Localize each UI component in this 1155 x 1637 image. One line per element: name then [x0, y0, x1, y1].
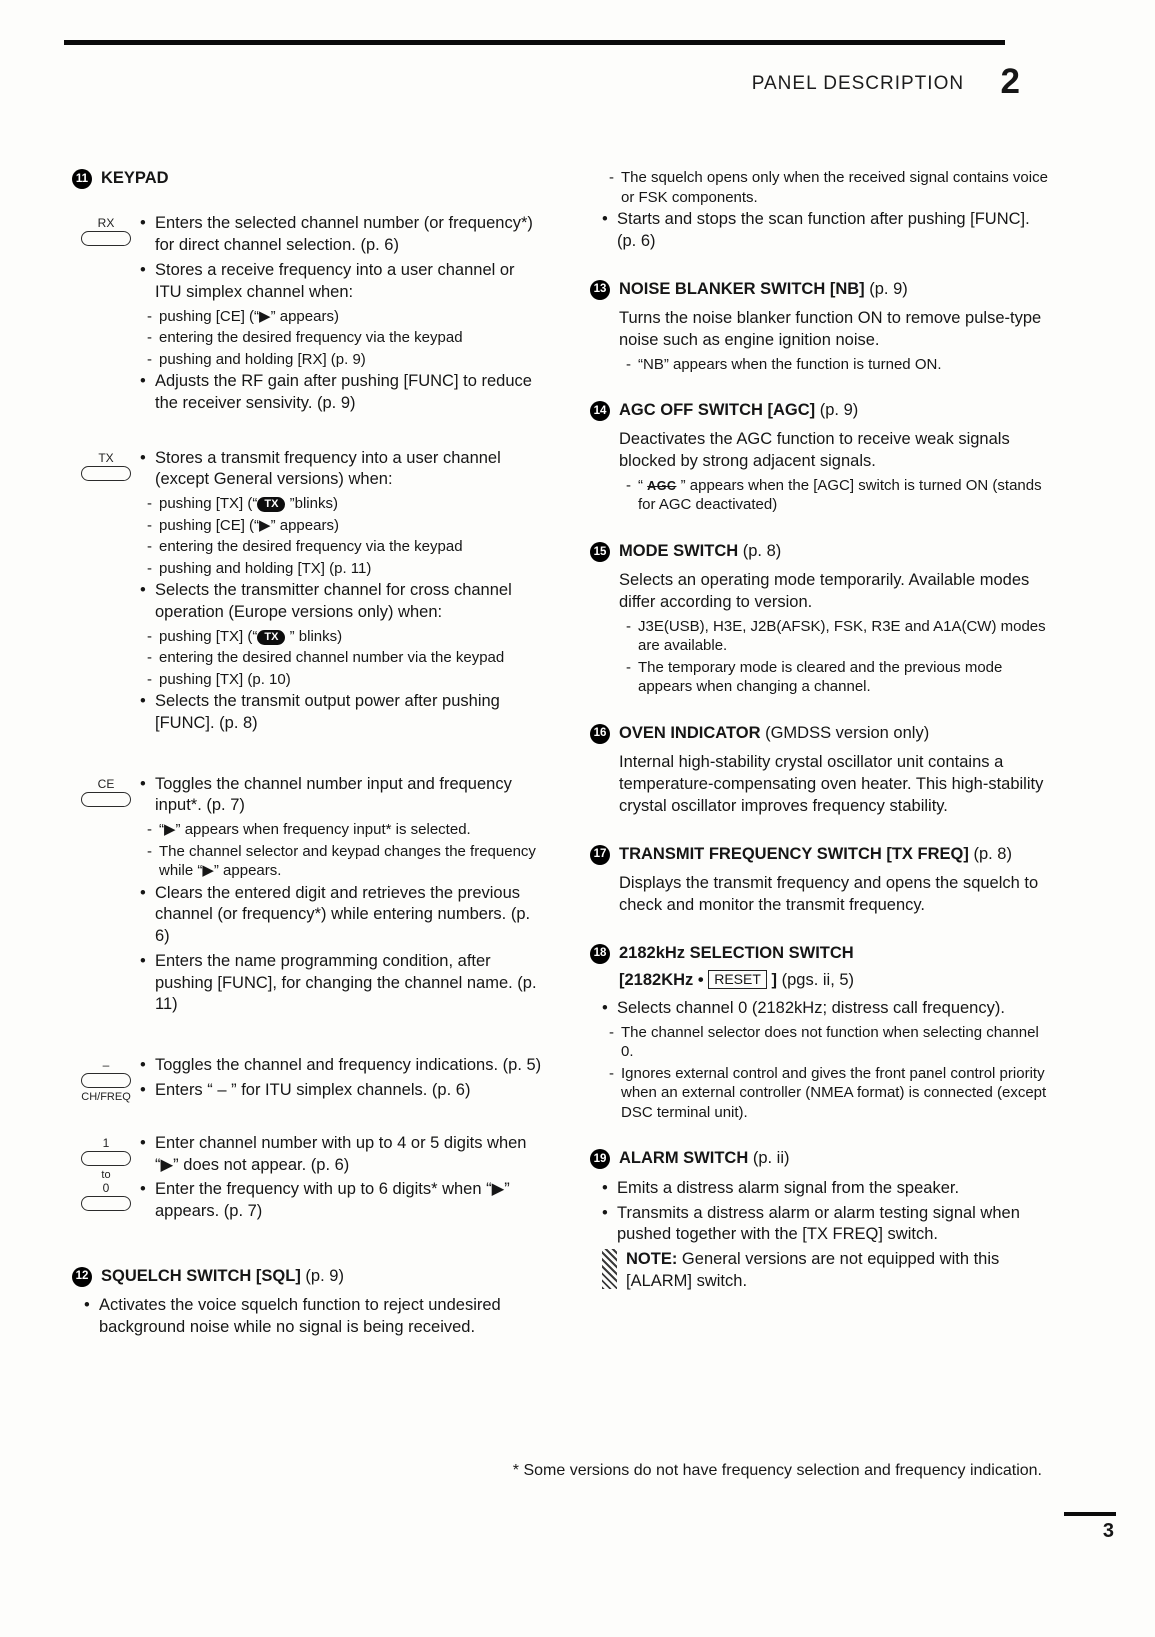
section-heading [590, 943, 1048, 964]
item-text: entering the desired frequency via the keypad [159, 538, 463, 556]
bullet-marker: • [140, 372, 146, 390]
section-heading [590, 400, 1048, 421]
page-number-block [1064, 1512, 1116, 1543]
keypad-group-ce [72, 774, 542, 1020]
dash-marker: - [626, 617, 631, 635]
dash-marker: - [147, 670, 152, 688]
item-text: The squelch opens only when the received signal contains voice or FSK components. [621, 169, 1048, 206]
sub-item [619, 617, 1048, 656]
dash-marker: - [609, 169, 614, 186]
section-squelch-switch-sql [72, 1266, 542, 1339]
sub-item [619, 355, 1048, 375]
page-number-rule [1064, 1512, 1116, 1516]
dash-marker: - [147, 538, 152, 556]
bullet-marker: • [140, 692, 146, 711]
dash-marker: - [626, 355, 631, 373]
section-body [619, 752, 1048, 817]
dash-marker: - [147, 329, 152, 346]
paragraph [619, 308, 1048, 352]
sub-item [140, 670, 542, 690]
item-text: Stores a receive frequency into a user channel or ITU simplex channel when: [155, 260, 515, 301]
key-label: to [101, 1168, 111, 1181]
section-body [619, 429, 1048, 515]
bullet-marker: • [602, 210, 608, 228]
dash-marker: - [147, 516, 152, 534]
section-heading [72, 168, 542, 189]
item-text: Enters the selected channel number (or frequency*) for direct channel selection. (p. 6) [155, 214, 533, 255]
sub-item [140, 537, 542, 557]
bullet-marker: • [140, 1180, 146, 1199]
section-title: KEYPAD [101, 169, 169, 187]
header-rule [64, 40, 1005, 45]
tx-indicator-badge: TX [257, 497, 285, 512]
bullet-item [140, 1080, 542, 1102]
keypad-key-chfreq [72, 1055, 140, 1105]
bullet-item [140, 371, 542, 415]
section-number-badge: 11 [72, 169, 92, 189]
bullet-marker: • [140, 581, 146, 600]
page-header-title: PANEL DESCRIPTION [751, 73, 965, 94]
dash-marker: - [147, 495, 152, 513]
dash-marker: - [147, 649, 152, 667]
bullet-item [140, 448, 542, 492]
bullet-marker: • [602, 1203, 608, 1222]
sub-item [140, 842, 542, 881]
section-number-badge: 13 [590, 280, 610, 300]
key-button-shape [81, 1151, 131, 1166]
sub-item [619, 476, 1048, 515]
keypad-group-tx [72, 448, 542, 738]
dash-marker: - [147, 842, 152, 860]
sub-item [140, 559, 542, 579]
section-title: SQUELCH SWITCH [SQL] (p. 9) [101, 1266, 344, 1285]
item-text: Turns the noise blanker function ON to remove pulse-type noise such as engine ignition noise. [619, 308, 1042, 349]
section-alarm-switch [590, 1148, 1048, 1292]
item-text: Emits a distress alarm signal from the speaker. [617, 1178, 960, 1197]
item-text: “NB” appears when the function is turned ON. [638, 355, 942, 373]
item-text: Enters the name programming condition, after pushing [FUNC], for changing the channel name. (p. 11) [155, 951, 537, 1014]
section-transmit-frequency-switch-tx-freq [590, 844, 1048, 917]
dash-marker: - [147, 627, 152, 645]
section-heading [590, 279, 1048, 300]
sub-item [602, 168, 1048, 207]
item-text: Enter the frequency with up to 6 digits* when “▶” appears. (p. 7) [155, 1180, 510, 1221]
key-button-shape [81, 231, 131, 246]
section-title: 2182kHz SELECTION SWITCH [619, 943, 854, 962]
bullet-item [140, 774, 542, 818]
bullet-item [140, 883, 542, 948]
item-text: Clears the entered digit and retrieves the previous channel (or frequency*) while entering numbers. (p. 6) [155, 883, 531, 946]
key-label: TX [98, 450, 114, 465]
key-label: RX [97, 216, 115, 231]
bullet-item [140, 1055, 542, 1077]
keypad-group-digits [72, 1133, 542, 1226]
dash-marker: - [626, 476, 631, 494]
item-text: pushing [CE] (“▶” appears) [159, 307, 339, 325]
content-columns [72, 168, 1048, 1365]
section-body [619, 873, 1048, 917]
item-text: pushing and holding [RX] (p. 9) [159, 350, 366, 368]
bullet-marker: • [140, 1056, 146, 1075]
bullet-marker: • [140, 774, 146, 793]
bullet-item [140, 213, 542, 257]
section-body [84, 1295, 542, 1339]
item-text: NOTE: General versions are not equipped with this [ALARM] switch. [626, 1250, 1000, 1290]
section-number-badge: 15 [590, 542, 610, 562]
dash-marker: - [147, 307, 152, 325]
keypad-key-rx [72, 213, 140, 417]
section-agc-off-switch-agc [590, 400, 1048, 515]
section-heading [590, 1148, 1048, 1169]
key-label: – [102, 1058, 110, 1073]
item-text: entering the desired channel number via the keypad [159, 649, 505, 667]
left-column [72, 168, 542, 1365]
sub-item [140, 307, 542, 327]
key-description [140, 774, 542, 1020]
item-text: Displays the transmit frequency and opens the squelch to check and monitor the transmit frequency. [619, 874, 1039, 914]
item-text: Selects the transmit output power after pushing [FUNC]. (p. 8) [155, 692, 500, 732]
section-continuation [590, 168, 1048, 253]
section-title: AGC OFF SWITCH [AGC] (p. 9) [619, 401, 859, 419]
item-text: Adjusts the RF gain after pushing [FUNC] to reduce the receiver sensivity. (p. 9) [155, 372, 532, 412]
right-column [590, 168, 1048, 1365]
sub-item [140, 820, 542, 840]
bullet-item [602, 1178, 1048, 1200]
section-number-badge: 18 [590, 944, 610, 964]
item-text: Deactivates the AGC function to receive weak signals blocked by strong adjacent signals. [619, 430, 1010, 471]
paragraph [619, 429, 1048, 473]
dash-marker: - [609, 1023, 614, 1041]
bullet-marker: • [140, 1133, 146, 1152]
item-text: pushing and holding [TX] (p. 11) [159, 559, 372, 577]
section-body [602, 1178, 1048, 1293]
item-text: Enter channel number with up to 4 or 5 digits when “▶” does not appear. (p. 6) [155, 1133, 527, 1174]
section-title: ALARM SWITCH (p. ii) [619, 1149, 790, 1168]
section-number-badge: 16 [590, 724, 610, 744]
key-label: CE [97, 776, 115, 791]
key-label: 1 [102, 1135, 110, 1150]
item-text: The channel selector and keypad changes the frequency while “▶” appears. [159, 842, 536, 880]
chapter-number: 2 [1000, 62, 1020, 101]
section-body [602, 168, 1048, 253]
bullet-marker: • [140, 260, 146, 279]
bullet-item [84, 1295, 542, 1339]
paragraph [619, 570, 1048, 614]
keypad-group-chfreq [72, 1055, 542, 1105]
section-title: MODE SWITCH (p. 8) [619, 541, 782, 560]
section-number-badge: 14 [590, 401, 610, 421]
sub-item [140, 328, 542, 348]
page-header [0, 58, 1020, 101]
item-text: entering the desired frequency via the keypad [159, 329, 463, 346]
bullet-marker: • [602, 999, 608, 1018]
key-button-shape [81, 1073, 131, 1088]
item-text: pushing [TX] (p. 10) [159, 670, 291, 688]
keypad-key-ce [72, 774, 140, 1020]
item-text: Starts and stops the scan function after pushing [FUNC]. (p. 6) [617, 210, 1030, 250]
item-text: Enters “ – ” for ITU simplex channels. (p. 6) [155, 1081, 471, 1100]
bullet-item [140, 260, 542, 304]
agc-off-indicator: AGC [647, 478, 677, 493]
bullet-marker: • [140, 951, 146, 970]
section-mode-switch [590, 541, 1048, 697]
keypad-group-rx [72, 213, 542, 417]
item-text: Selects an operating mode temporarily. Available modes differ according to version. [619, 571, 1030, 612]
dash-marker: - [609, 1064, 614, 1082]
section-heading [590, 844, 1048, 865]
item-text: pushing [CE] (“▶” appears) [159, 516, 339, 534]
dash-marker: - [147, 821, 152, 839]
item-text: Selects the transmitter channel for cross channel operation (Europe versions only) when: [155, 581, 512, 621]
key-button-shape [81, 792, 131, 807]
section-body [602, 998, 1048, 1122]
bullet-marker: • [602, 1178, 608, 1197]
item-text: Ignores external control and gives the front panel control priority when an external controller (NMEA format) is connected (except DSC terminal unit). [621, 1064, 1047, 1121]
sub-item [140, 494, 542, 514]
section-heading [72, 1266, 542, 1287]
bullet-item [140, 691, 542, 735]
dash-marker: - [626, 658, 631, 676]
item-text: “ AGC ” appears when the [AGC] switch is turned ON (stands for AGC deactivated) [638, 476, 1042, 514]
key-label: CH/FREQ [81, 1091, 131, 1104]
section-title: OVEN INDICATOR (GMDSS version only) [619, 723, 930, 742]
item-text: The channel selector does not function when selecting channel 0. [621, 1023, 1039, 1061]
section-body [619, 308, 1048, 374]
bullet-item [140, 1179, 542, 1223]
section-subtitle: [2182KHz • RESET ] (pgs. ii, 5) [619, 971, 855, 990]
keypad-key-tx [72, 448, 140, 738]
section-heading [590, 541, 1048, 562]
sub-item [140, 350, 542, 370]
section-heading [590, 723, 1048, 744]
item-text: J3E(USB), H3E, J2B(AFSK), FSK, R3E and A1A(CW) modes are available. [638, 617, 1046, 655]
sub-item [140, 627, 542, 647]
page-number: 3 [1102, 1520, 1114, 1542]
item-text: Toggles the channel and frequency indications. (p. 5) [155, 1056, 542, 1075]
section-number-badge: 17 [590, 845, 610, 865]
sub-item [602, 1064, 1048, 1123]
item-text: pushing [TX] (“ TX ”blinks) [159, 495, 338, 513]
bullet-marker: • [140, 214, 146, 233]
section-oven-indicator [590, 723, 1048, 818]
section-title: NOISE BLANKER SWITCH [NB] (p. 9) [619, 279, 908, 298]
sub-item [140, 516, 542, 536]
bullet-item [140, 580, 542, 624]
item-text: The temporary mode is cleared and the previous mode appears when changing a channel. [638, 658, 1003, 696]
keypad-key-digits [72, 1133, 140, 1226]
section-2182khz-selection-switch [590, 943, 1048, 1123]
section-title: TRANSMIT FREQUENCY SWITCH [TX FREQ] (p. 8) [619, 844, 1012, 863]
tx-indicator-badge: TX [257, 630, 285, 645]
key-button-shape [81, 1196, 131, 1211]
note-hatch-icon [602, 1249, 617, 1289]
section-number-badge: 12 [72, 1267, 92, 1287]
item-text: Stores a transmit frequency into a user channel (except General versions) when: [155, 448, 501, 489]
sub-item [602, 1023, 1048, 1062]
section-body [619, 570, 1048, 697]
note-item [602, 1249, 1048, 1293]
key-button-shape [81, 466, 131, 481]
dash-marker: - [147, 559, 152, 577]
item-text: Toggles the channel number input and frequency input*. (p. 7) [155, 774, 512, 815]
bullet-item [602, 209, 1048, 253]
bullet-item [140, 1133, 542, 1177]
key-label: 0 [102, 1180, 110, 1195]
dash-marker: - [147, 350, 152, 368]
item-text: pushing [TX] (“ TX ” blinks) [159, 627, 343, 645]
key-description [140, 448, 542, 738]
paragraph [619, 752, 1048, 817]
section-noise-blanker-switch-nb [590, 279, 1048, 374]
item-text: “▶” appears when frequency input* is selected. [159, 821, 471, 839]
bullet-item [140, 951, 542, 1016]
bullet-item [602, 1203, 1048, 1247]
item-text: Selects channel 0 (2182kHz; distress call frequency). [617, 999, 1005, 1018]
bullet-item [602, 998, 1048, 1020]
sub-item [140, 648, 542, 668]
bullet-marker: • [84, 1296, 90, 1315]
reset-label-box: RESET [708, 970, 767, 989]
bullet-marker: • [140, 448, 146, 467]
bullet-marker: • [140, 883, 146, 902]
key-description [140, 213, 542, 417]
sub-item [619, 658, 1048, 697]
item-text: Internal high-stability crystal oscillator unit contains a temperature-compensating oven heater. This high-stability crystal oscillator improves frequency stability. [619, 753, 1044, 815]
item-text: Activates the voice squelch function to reject undesired background noise while no signal is being received. [99, 1296, 501, 1337]
key-description [140, 1055, 542, 1105]
item-text: Transmits a distress alarm or alarm testing signal when pushed together with the [TX FREQ] switch. [617, 1203, 1020, 1244]
section-number-badge: 19 [590, 1149, 610, 1169]
paragraph [619, 873, 1048, 917]
bullet-marker: • [140, 1081, 146, 1100]
key-description [140, 1133, 542, 1226]
footnote: * Some versions do not have frequency selection and frequency indication. [512, 1462, 1042, 1479]
